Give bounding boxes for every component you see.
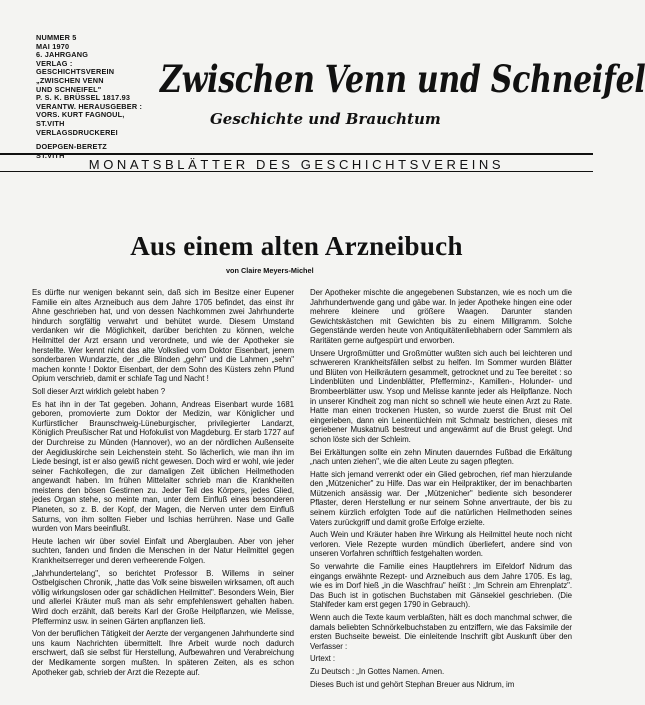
section-band-text: MONATSBLÄTTER DES GESCHICHTSVEREINS bbox=[88, 157, 505, 172]
meta-line: VERANTW. HERAUSGEBER : bbox=[36, 101, 143, 111]
article-column-left bbox=[32, 288, 294, 680]
article-headline: Aus einem alten Arzneibuch bbox=[130, 231, 463, 261]
meta-line: „ZWISCHEN VENN bbox=[36, 75, 104, 85]
meta-line: VORS. KURT FAGNOUL, bbox=[36, 110, 125, 120]
article-column-right bbox=[310, 288, 572, 692]
masthead-meta bbox=[36, 34, 156, 160]
masthead-subtitle: Geschichte und Brauchtum bbox=[210, 110, 441, 128]
meta-line: UND SCHNEIFEL" bbox=[36, 84, 102, 94]
paragraph: Es dürfte nur wenigen bekannt sein, daß sich im Besitze einer Eupener Familie ein altes Arzneibuch aus dem Jahre 1705 befindet, das einst ihr Ahne geschrieben hat, und von dessen Nachkommen zwei Jahrhunderte hindurch sorgfältig verwahrt und behütet wurde. Diesem Umstand verdanken wir die Möglichkeit, darüber berichten zu können, welche Heilmittel der Arzt ersann und verordnete, und wie der Apotheker sie herstellte. Wer kennt nicht das alte Volkslied vom Doktor Eisenbart, jenem sonderbaren Wundarzte, der „die Blinden „gehn" und die Lahmen „sehn" machen konnte ! Doktor Eisenbart, der dem Sohn des Küsters zehn Pfund Opium verschrieb, damit er schlafe Tag und Nacht ! bbox=[32, 288, 294, 384]
meta-line: NUMMER 5 bbox=[36, 33, 77, 42]
paragraph: Wenn auch die Texte kaum verblaßten, hält es doch manchmal schwer, die damals beliebten Schnörkelbuchstaben zu entziffern, wie das Faksimile der ersten Buchseite beweist. Die einleitende Inschrift gibt Auskunft über den Verfasser : bbox=[310, 613, 572, 651]
meta-line: DOEPGEN-BERETZ bbox=[36, 142, 107, 152]
meta-line: MAI 1970 bbox=[36, 41, 70, 51]
article-byline: von Claire Meyers-Michel bbox=[226, 266, 314, 275]
meta-line: GESCHICHTSVEREIN bbox=[36, 67, 115, 77]
paragraph: Zu Deutsch : „In Gottes Namen. Amen. bbox=[310, 666, 445, 676]
paragraph: So verwahrte die Familie eines Hauptlehrers im Eifeldorf Nidrum das eingangs erwähnte Rezept- und Arzneibuch aus dem Jahre 1705. Es lag, wie es im Dorf hieß „in die Waschfrau" heißt : „Im Schrein am Ehrenplatz". Das Buch ist in gotischen Buchstaben mit Gänsekiel geschrieben. (Die Stahlfeder kam erst gegen 1790 in Gebrauch). bbox=[310, 562, 572, 610]
paragraph: Urtext : bbox=[310, 654, 336, 664]
paragraph: Auch Wein und Kräuter haben ihre Wirkung als Heilmittel heute noch nicht verloren. Viele Rezepte wurden mündlich überliefert, andere sind von unseren Vorfahren schriftlich festgehalten worden. bbox=[310, 530, 572, 559]
paragraph: Dieses Buch ist und gehört Stephan Breuer aus Nidrum, im bbox=[310, 679, 515, 689]
meta-line: VERLAGSDRUCKEREI bbox=[36, 127, 118, 137]
paragraph: Soll dieser Arzt wirklich gelebt haben ? bbox=[32, 386, 166, 396]
paragraph: „Jahrhundertelang", so berichtet Professor B. Willems in seiner Ostbelgischen Chronik, „hatte das Volk seine bisweilen wirksamen, oft auch völlig wirkungslosen oder gar schädlichen Heilmittel". Besonders Wein, Bier und allerlei Kräuter muß man als sehr empfehlenswert gehalten haben. Wird doch erzählt, daß bereits Karl der Große Heilpflanzen, wie Melisse, Pfefferminz usw. in seinen Gärten anpflanzen ließ. bbox=[32, 568, 294, 626]
paragraph: Bei Erkältungen sollte ein zehn Minuten dauerndes Fußbad die Erkältung „nach unten ziehen", wie die alten Leute zu sagen pflegten. bbox=[310, 447, 572, 467]
meta-line: P. S. K. BRÜSSEL 1817.93 bbox=[36, 93, 131, 103]
masthead-title: Zwischen Venn und Schneifel bbox=[160, 58, 645, 102]
paragraph: Heute lachen wir über soviel Einfalt und Aberglauben. Aber von jeher suchten, fanden und finden die Menschen in der Natur Heilmittel gegen Krankheitserreger und deren verheerende Folgen. bbox=[32, 536, 294, 566]
meta-line: ST.VITH bbox=[36, 118, 65, 128]
section-band bbox=[0, 150, 593, 172]
paragraph: Von der beruflichen Tätigkeit der Aerzte der vergangenen Jahrhunderte sind uns kaum Nachrichten übermittelt. Ihre Arbeit wurde noch dadurch erschwert, daß sie selbst für Herstellung, Aufbewahren und Verabreichung der Medikamente sorgen mußten. In späteren Zeiten, als es schon Apotheker gab, schrieb der Arzt die Rezepte auf. bbox=[32, 629, 294, 677]
meta-line: 6. JAHRGANG bbox=[36, 50, 89, 60]
paragraph: Hatte sich jemand verrenkt oder ein Glied gebrochen, rief man hierzulande den „Mützenicher" zu Hilfe. Das war ein Heilpraktiker, der im benachbarten Mützenich ansässig war. Der „Mützenicher" bediente sich besonderer Pflaster, deren Herstellung er nur seinem Sohne anvertraute, der bis zu seinem kürzlich erfolgten Tode auf die natürlichen Heilmethoden seines Vaters zurückgriff und damit große Erfolge erzielte. bbox=[310, 469, 572, 527]
paragraph: Unsere Urgroßmütter und Großmütter wußten sich auch bei leichteren und schwereren Krankheitsfällen selbst zu helfen. Im Sommer wurden Blätter und Blüten von Heilkräutern gesammelt, getrocknet und zu Tee bereitet : so Lindenblüten und Lindenblätter, Pfefferminz-, Kamillen-, Holunder- und Brombeerblätter usw. Ysop und Melisse kannte jeder als Heilpflanze. Noch in unserer Kindheit zog man nicht so schnell wie heute einen Arzt zu Rate. Hatte man einen trockenen Husten, so wurde zuerst die Brust mit Oel eingerieben, dann ein Leinentüchlein mit Schmalz bestrichen, dieses mit geriebener Muskatnuß bestreut und angewärmt auf die Brust gelegt. Und schon löste sich der Schleim. bbox=[310, 348, 572, 444]
meta-line: ST.VITH bbox=[36, 150, 65, 160]
meta-line: VERLAG : bbox=[36, 58, 73, 68]
paragraph: Es hat ihn in der Tat gegeben. Johann, Andreas Eisenbart wurde 1681 geboren, promovierte zum Doktor der Medizin, war Königlicher und Kurfürstlicher Braunschweig-Lüneburgischer, privilegierter Landarzt, Königlich Preußischer Rat und Hofokulist von Magdeburg. Er starb 1727 auf der Durchreise zu Münden (Hannover), wo an der nördlichen Außenseite der Aegidiuskirche sein Leichenstein steht. So lächerlich, wie man ihn im Liede besingt, ist er also gewiß nicht gewesen. Doch wird er wohl, wie jeder seiner Fachkollegen, die zur damaligen Zeit üblichen Heilmethoden angewandt haben. Im frühen Mittelalter schrieb man die Krankheiten meistens den bösen Gestirnen zu. Jeder Teil des Körpers, jedes Glied, jedes Organ stehe, so meinte man, unter dem Einfluß eines besonderen Planeten, so z. B. der Kopf, der Magen, die Nerven unter dem Einfluß Saturns, von ihm sollten Fieber und Ischias herrühren. Nase und Galle wurden von Mars beeinflußt. bbox=[32, 399, 294, 534]
paragraph: Der Apotheker mischte die angegebenen Substanzen, wie es noch um die Jahrhundertwende gang und gäbe war. In jeder Apotheke hingen eine oder mehrere kleinere und größere Waagen. Darunter standen Gewichtskästchen mit Gewichten bis zu einem Milligramm. Solche Gegenstände werden heute von Antiquitätenliebhabern oder Sammlern als Raritäten gerne aufgespürt und erworben. bbox=[310, 288, 572, 345]
